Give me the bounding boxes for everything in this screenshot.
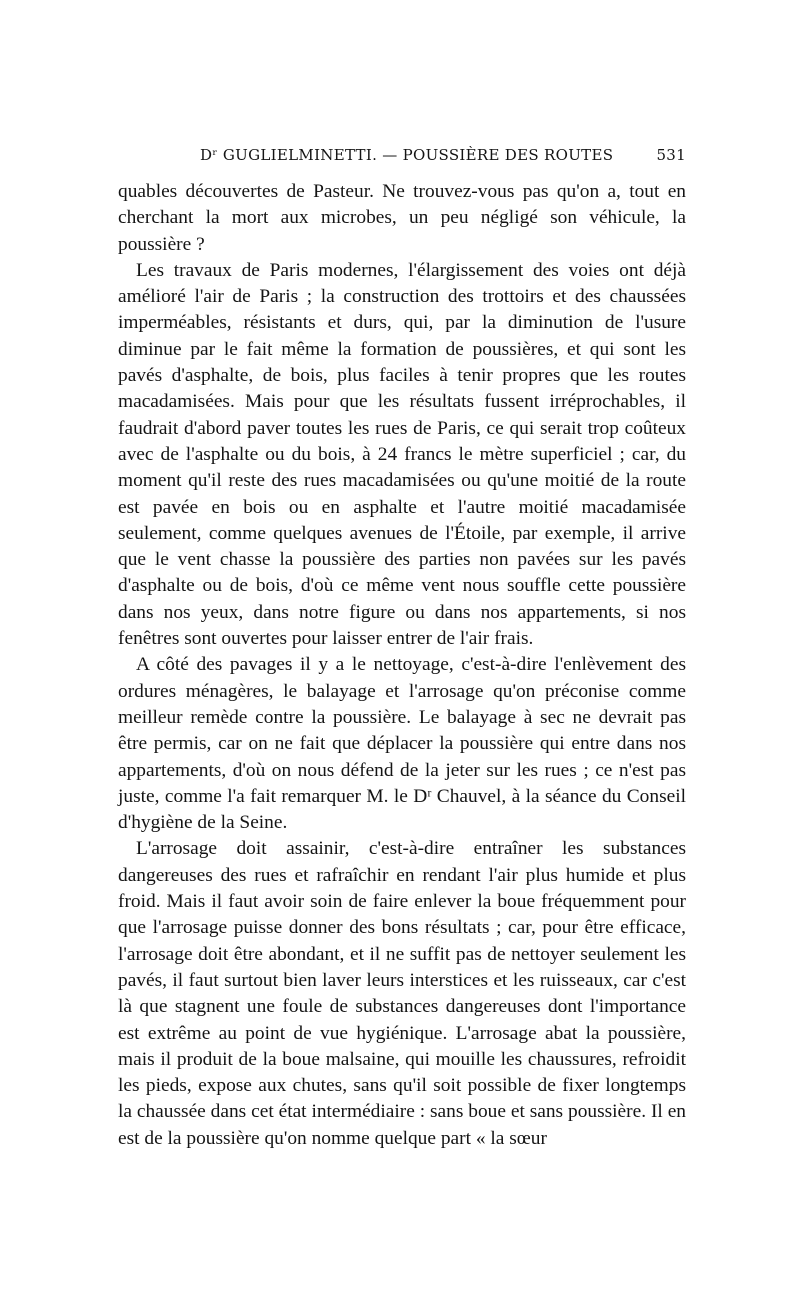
running-title: Dʳ GUGLIELMINETTI. — POUSSIÈRE DES ROUTES — [200, 146, 614, 164]
body-text — [118, 179, 686, 1152]
running-header — [118, 146, 686, 170]
paragraph-paris-works: Les travaux de Paris modernes, l'élargissement des voies ont déjà amélioré l'air de Paris ; la construction des trottoirs et des chaussées imperméables, résistants et durs, qui, par la diminution de l'usure diminue par le fait même la formation de poussières, et qui sont les pavés d'asphalte, de bois, plus faciles à tenir propres que les routes macadamisées. Mais pour que les résultats fussent irréprochables, il faudrait d'abord paver toutes les rues de Paris, ce qui serait trop coûteux avec de l'asphalte ou du bois, à 24 francs le mètre superficiel ; car, du moment qu'il reste des rues macadamisées ou qu'une moitié de la route est pavée en bois ou en asphalte et l'autre moitié macadamisée seulement, comme quelques avenues de l'Étoile, par exemple, il arrive que le vent chasse la poussière des parties non pavées sur les pavés d'asphalte ou de bois, d'où ce même vent nous souffle cette poussière dans nos yeux, dans notre figure ou dans nos appartements, si nos fenêtres sont ouvertes pour laisser entrer de l'air frais. — [118, 259, 686, 650]
paragraph-cleaning: A côté des pavages il y a le nettoyage, c'est-à-dire l'enlèvement des ordures ménagères, le balayage et l'arrosage qu'on préconise comme meilleur remède contre la poussière. Le balayage à sec ne devrait pas être permis, car on ne fait que déplacer la poussière qui entre dans nos appartements, d'où on nous défend de la jeter sur les rues ; ce n'est pas juste, comme l'a fait remarquer M. le Dʳ Chauvel, à la séance du Conseil d'hygiène de la Seine. — [118, 654, 686, 834]
page-number: 531 — [656, 146, 686, 164]
paragraph-continuation: quables découvertes de Pasteur. Ne trouvez-vous pas qu'on a, tout en cherchant la mort aux microbes, un peu négligé son véhicule, la poussière ? — [118, 181, 686, 255]
paragraph-watering: L'arrosage doit assainir, c'est-à-dire entraîner les substances dangereuses des rues et rafraîchir en rendant l'air plus humide et plus froid. Mais il faut avoir soin de faire enlever la boue fréquemment pour que l'arrosage puisse donner des bons résultats ; car, pour être efficace, l'arrosage doit être abondant, et il ne suffit pas de nettoyer seulement les pavés, il faut surtout bien laver leurs interstices et les ruisseaux, car c'est là que stagnent une foule de substances dangereuses dont l'importance est extrême au point de vue hygiénique. L'arrosage abat la poussière, mais il produit de la boue malsaine, qui mouille les chaussures, refroidit les pieds, expose aux chutes, sans qu'il soit possible de fixer longtemps la chaussée dans cet état intermédiaire : sans boue et sans poussière. Il en est de la poussière qu'on nomme quelque part « la sœur — [118, 838, 686, 1149]
